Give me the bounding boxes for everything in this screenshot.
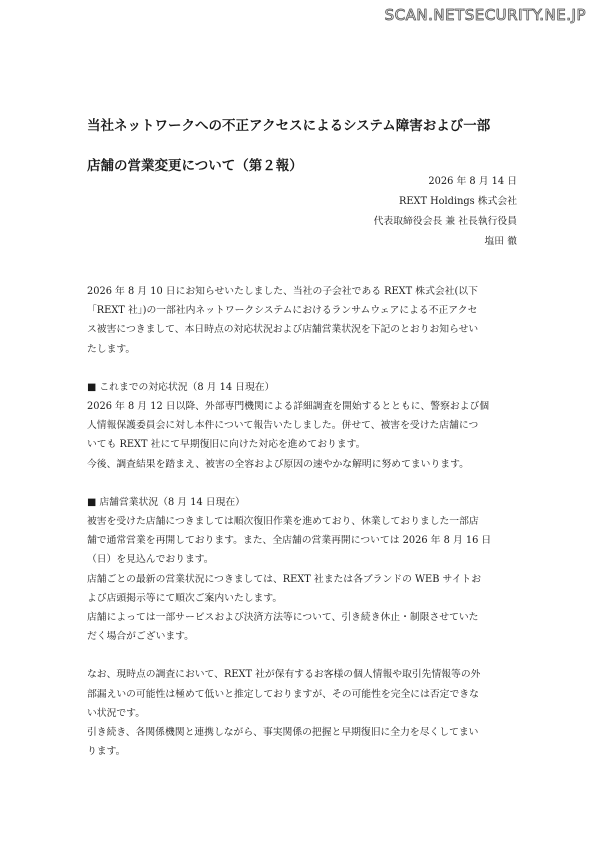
- text-line: 店舗によっては一部サービスおよび決済方法等について、引き続き休止・制限させていた: [87, 612, 479, 624]
- text-line: 舗で通常営業を再開しております。また、全店舗の営業再開については 2026 年 8 月 16 日: [87, 535, 492, 547]
- section-heading: ■ これまでの対応状況（8 月 14 日現在）: [87, 381, 275, 393]
- title-line: 当社ネットワークへの不正アクセスによるシステム障害および一部: [87, 118, 491, 134]
- issue-date: 2026 年 8 月 14 日: [428, 176, 517, 187]
- section-response-status: [87, 378, 517, 474]
- text-line: 今後、調査結果を踏まえ、被害の全容および原因の速やかな解明に努めてまいります。: [87, 458, 469, 470]
- text-line: よび店頭掲示等にて順次ご案内いたします。: [87, 592, 283, 604]
- text-line: 人情報保護委員会に対し本件について報告いたしました。併せて、被害を受けた店舗につ: [87, 420, 479, 432]
- text-line: たします。: [87, 343, 136, 355]
- text-line: 店舗ごとの最新の営業状況につきましては、REXT 社または各ブランドの WEB サイトお: [87, 573, 482, 585]
- text-line: ります。: [87, 746, 126, 758]
- text-line: （日）を見込んでおります。: [87, 554, 214, 566]
- text-line: 被害を受けた店舗につきましては順次復旧作業を進めており、休業しておりました一部店: [87, 516, 479, 528]
- text-line: 2026 年 8 月 12 日以降、外部専門機関による詳細調査を開始するとともに、警察および個: [87, 401, 490, 413]
- text-line: ス被害につきまして、本日時点の対応状況および店舗営業状況を下記のとおりお知らせい: [87, 324, 479, 336]
- text-line: なお、現時点の調査において、REXT 社が保有するお客様の個人情報や取引先情報等の外: [87, 669, 481, 681]
- text-line: 引き続き、各関係機関と連携しながら、事実関係の把握と早期復旧に全力を尽くしてまい: [87, 727, 479, 739]
- section-store-status: [87, 493, 517, 647]
- closing-paragraph: [87, 665, 517, 761]
- section-heading: ■ 店舗営業状況（8 月 14 日現在）: [87, 496, 245, 508]
- document-body: [87, 282, 517, 761]
- intro-paragraph: [87, 282, 517, 359]
- title-line: 店舗の営業変更について（第２報）: [87, 158, 303, 174]
- issuer-block: [374, 172, 517, 252]
- representative-position: 代表取締役会長 兼 社長執行役員: [373, 216, 517, 227]
- company-name: REXT Holdings 株式会社: [398, 196, 517, 207]
- text-line: 部漏えいの可能性は極めて低いと推定しておりますが、その可能性を完全には否定できな: [87, 688, 479, 700]
- watermark: SCAN.NETSECURITY.NE.JP: [384, 6, 586, 24]
- text-line: だく場合がございます。: [87, 631, 194, 643]
- text-line: 「REXT 社」)の一部社内ネットワークシステムにおけるランサムウェアによる不正アクセ: [87, 305, 478, 317]
- text-line: いても REXT 社にて早期復旧に向けた対応を進めております。: [87, 439, 366, 451]
- text-line: い状況です。: [87, 707, 145, 719]
- representative-name: 塩田 徹: [484, 236, 517, 247]
- text-line: 2026 年 8 月 10 日にお知らせいたしました、当社の子会社である REXT 株式会社(以下: [87, 286, 478, 297]
